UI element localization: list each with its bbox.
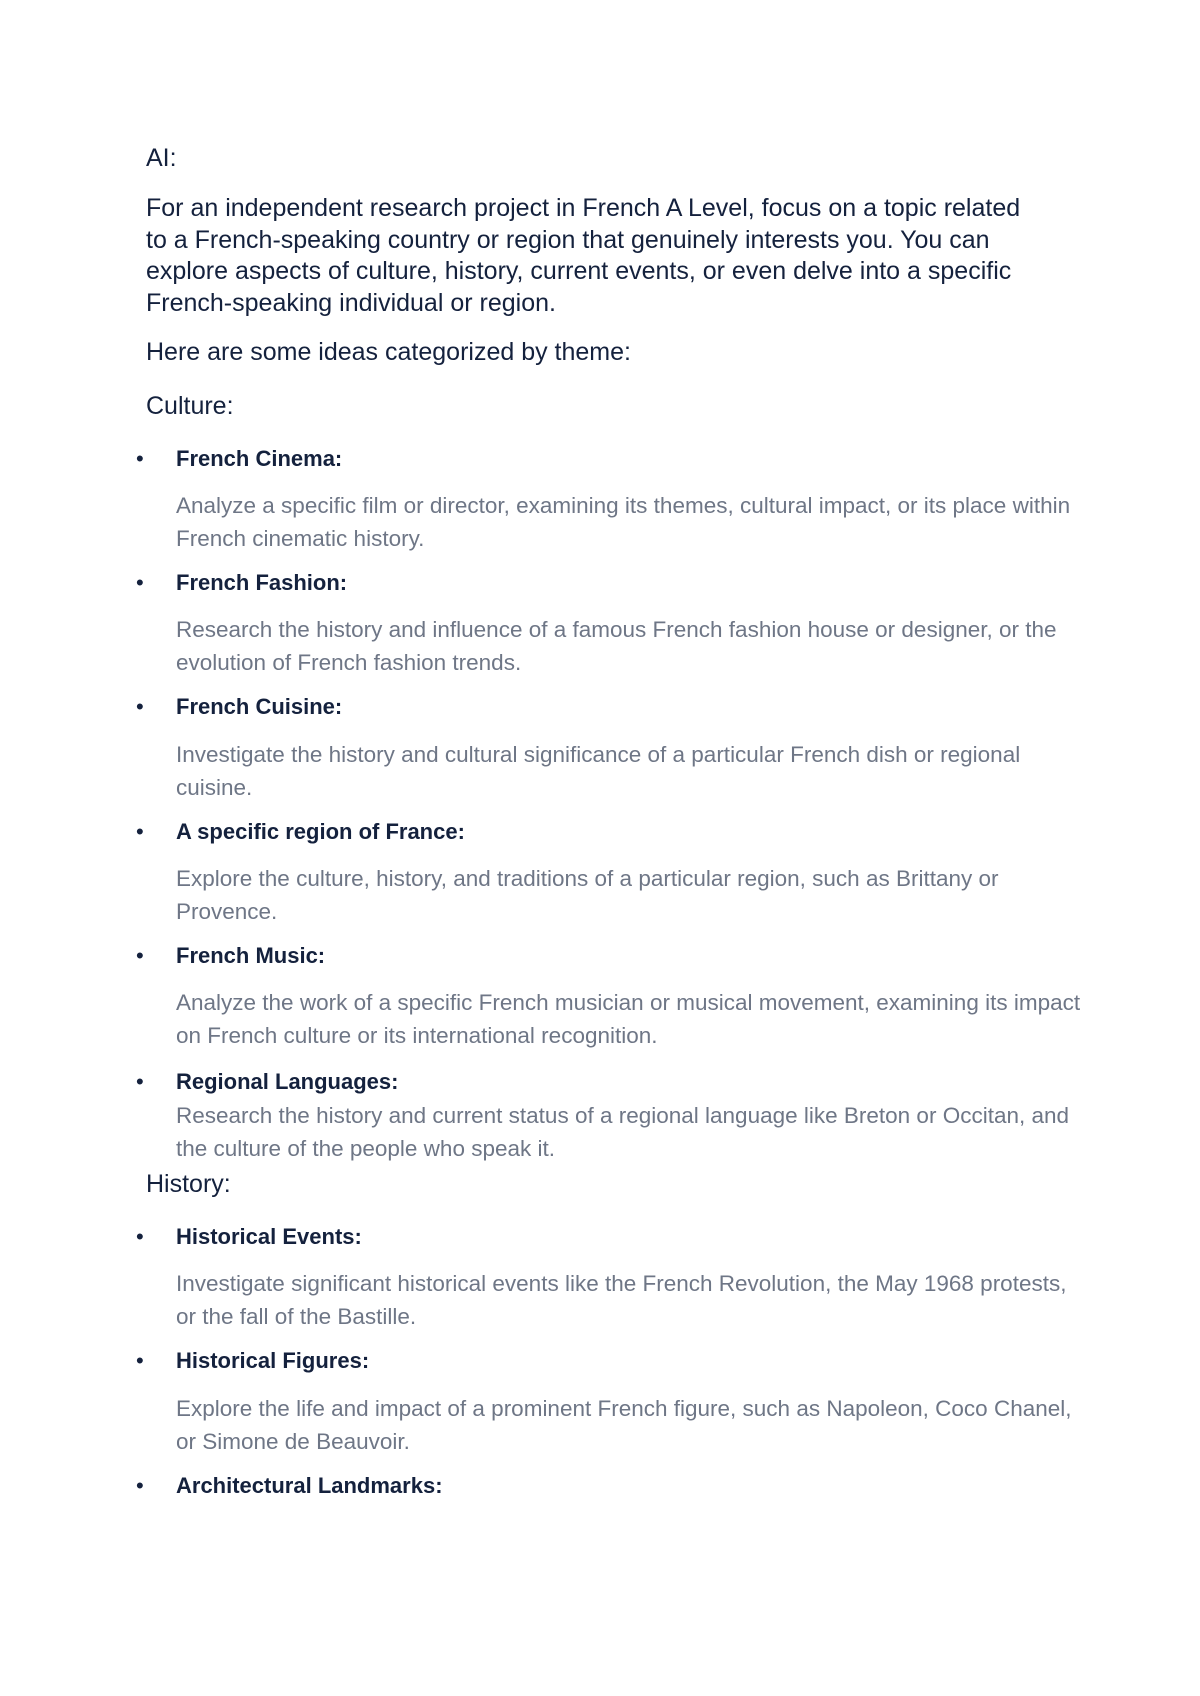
section-heading-history: History:	[146, 1170, 231, 1198]
bullet-icon: •	[136, 1069, 144, 1094]
item-title: French Cinema:	[176, 446, 343, 471]
bullet-icon: •	[136, 446, 144, 471]
item-title: Historical Events:	[176, 1224, 362, 1249]
bullet-icon: •	[136, 819, 144, 844]
bullet-icon: •	[136, 1473, 144, 1498]
item-description: Explore the culture, history, and traditions of a particular region, such as Brittany or Provence.	[176, 866, 999, 924]
intro-paragraph: For an independent research project in French A Level, focus on a topic related to a French-speaking country or region that genuinely interests you. You can explore aspects of culture, history, current events, or even delve into a specific French-speaking individual or region.	[146, 194, 1021, 317]
item-description: Research the history and current status of a regional language like Breton or Occitan, and the culture of the people who speak it.	[176, 1103, 1070, 1161]
item-description: Investigate significant historical events like the French Revolution, the May 1968 protests, or the fall of the Bastille.	[176, 1271, 1067, 1329]
bullet-icon: •	[136, 1224, 144, 1249]
item-title: French Fashion:	[176, 570, 348, 595]
item-title: French Cuisine:	[176, 694, 343, 719]
lead-sentence: Here are some ideas categorized by theme:	[146, 338, 631, 366]
item-description: Investigate the history and cultural significance of a particular French dish or regional cuisine.	[176, 742, 1021, 800]
item-title: Architectural Landmarks:	[176, 1473, 443, 1498]
item-title: Regional Languages:	[176, 1069, 399, 1094]
item-description: Research the history and influence of a famous French fashion house or designer, or the evolution of French fashion trends.	[176, 617, 1057, 675]
bullet-icon: •	[136, 1348, 144, 1373]
item-description: Analyze a specific film or director, examining its themes, cultural impact, or its place within French cinematic history.	[176, 493, 1071, 551]
item-title: French Music:	[176, 943, 326, 968]
item-description: Analyze the work of a specific French musician or musical movement, examining its impact on French culture or its international recognition.	[176, 990, 1081, 1048]
item-title: A specific region of France:	[176, 819, 465, 844]
bullet-icon: •	[136, 694, 144, 719]
section-heading-culture: Culture:	[146, 392, 234, 420]
bullet-icon: •	[136, 570, 144, 595]
bullet-icon: •	[136, 943, 144, 968]
speaker-label: AI:	[146, 144, 177, 172]
item-description: Explore the life and impact of a prominent French figure, such as Napoleon, Coco Chanel, or Simone de Beauvoir.	[176, 1396, 1072, 1454]
item-title: Historical Figures:	[176, 1348, 370, 1373]
